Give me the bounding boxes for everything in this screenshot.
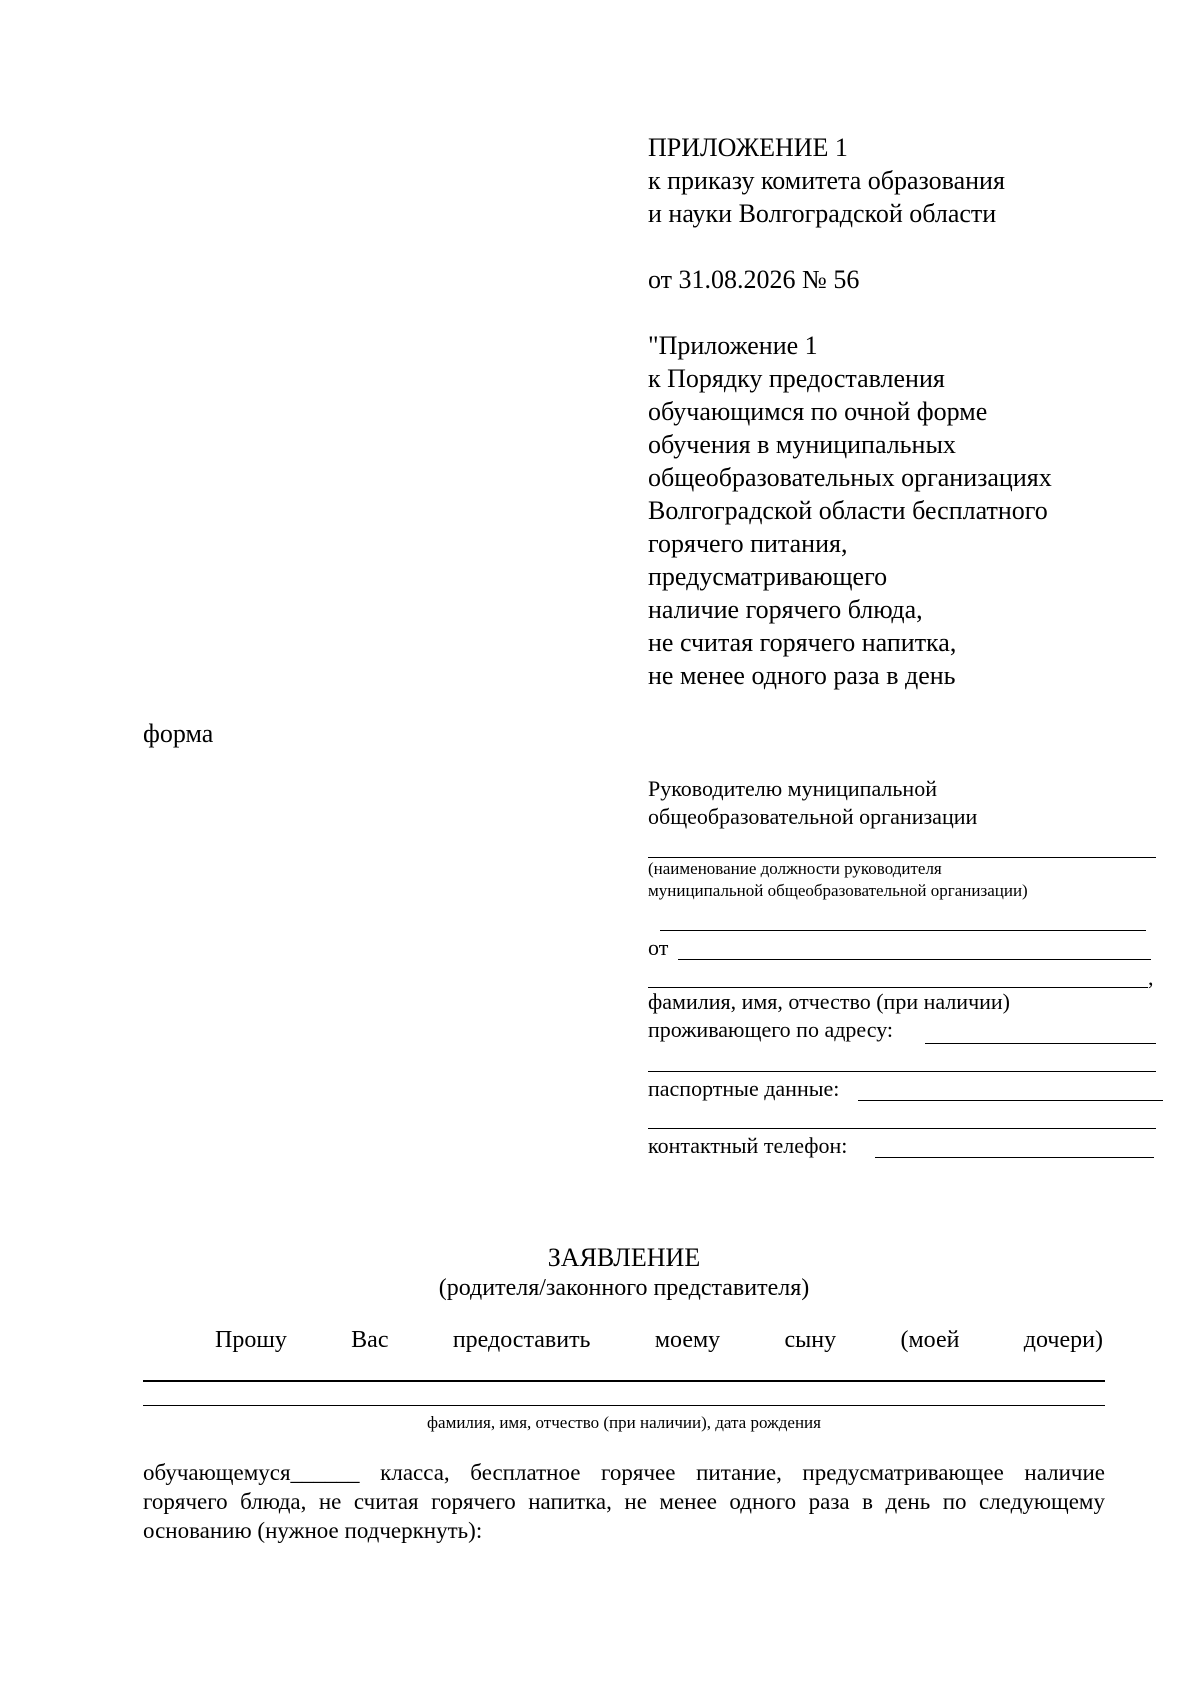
fio-label: фамилия, имя, отчество (при наличии) <box>648 989 1011 1014</box>
phone-label: контактный телефон: <box>648 1133 848 1158</box>
address-blank[interactable] <box>925 1043 1156 1044</box>
quoted-line: предусматривающего <box>648 562 888 591</box>
request-word: сыну <box>784 1327 837 1353</box>
from-row <box>648 934 668 962</box>
from-comma: , <box>1148 965 1154 990</box>
from-blank[interactable] <box>678 959 1151 960</box>
quoted-line: к Порядку предоставления <box>648 364 945 393</box>
appendix-header <box>648 131 1005 230</box>
statement-title: ЗАЯВЛЕНИЕ <box>547 1243 701 1272</box>
passport-blank-2[interactable] <box>648 1128 1156 1129</box>
statement-body <box>143 1458 1105 1545</box>
passport-row <box>648 1075 839 1103</box>
hint-line-1: (наименование должности руководителя <box>648 859 942 878</box>
hint-line-2: муниципальной общеобразовательной организации) <box>648 881 1028 900</box>
child-fio-hint: фамилия, имя, отчество (при наличии), дата рождения <box>427 1413 821 1432</box>
passport-blank[interactable] <box>858 1100 1163 1101</box>
phone-row <box>648 1132 847 1160</box>
passport-label: паспортные данные: <box>648 1076 840 1101</box>
request-word: Прошу <box>215 1327 287 1353</box>
address-blank-2[interactable] <box>648 1071 1156 1072</box>
head-name-blank[interactable] <box>660 930 1146 931</box>
address-label: проживающего по адресу: <box>648 1017 894 1042</box>
request-word: дочери) <box>1023 1327 1103 1353</box>
address-row <box>648 1016 893 1044</box>
quoted-line: горячего питания, <box>648 529 848 558</box>
quoted-line: "Приложение 1 <box>648 331 818 360</box>
request-word: предоставить <box>452 1327 591 1353</box>
statement-subtitle: (родителя/законного представителя) <box>438 1275 810 1301</box>
quoted-line: обучающимся по очной форме <box>648 397 988 426</box>
addressee <box>648 775 977 831</box>
from-label: от <box>648 935 669 960</box>
form-label: форма <box>143 719 214 748</box>
addressee-line-1: Руководителю муниципальной <box>648 776 937 801</box>
class-blank[interactable]: ______ <box>290 1460 360 1485</box>
child-fio-blank[interactable] <box>143 1380 1105 1382</box>
request-word: моему <box>654 1327 721 1353</box>
quoted-appendix <box>648 329 1052 692</box>
appendix-title: ПРИЛОЖЕНИЕ 1 <box>648 133 848 162</box>
quoted-line: не считая горячего напитка, <box>648 628 957 657</box>
child-fio-blank-2[interactable] <box>143 1405 1105 1406</box>
order-date: от 31.08.2026 № 56 <box>648 265 860 294</box>
body-student: обучающемуся <box>143 1460 291 1485</box>
phone-blank[interactable] <box>875 1157 1154 1158</box>
addressee-line-2: общеобразовательной организации <box>648 804 978 829</box>
quoted-line: обучения в муниципальных <box>648 430 956 459</box>
order-line-1: к приказу комитета образования <box>648 166 1005 195</box>
quoted-line: общеобразовательных организациях <box>648 463 1052 492</box>
quoted-line: Волгоградской области бесплатного <box>648 496 1048 525</box>
request-word: Вас <box>351 1327 389 1353</box>
body-rest: класса, бесплатное горячее питание, предусматривающее наличие горячего блюда, не считая горячего напитка, не менее одного раза в день по следующему основанию (нужное подчеркнуть): <box>143 1460 1105 1543</box>
quoted-line: наличие горячего блюда, <box>648 595 923 624</box>
request-word: (моей <box>900 1327 960 1353</box>
head-position-hint <box>648 858 1028 902</box>
quoted-line: не менее одного раза в день <box>648 661 956 690</box>
order-line-2: и науки Волгоградской области <box>648 199 997 228</box>
request-line <box>143 1325 1103 1355</box>
